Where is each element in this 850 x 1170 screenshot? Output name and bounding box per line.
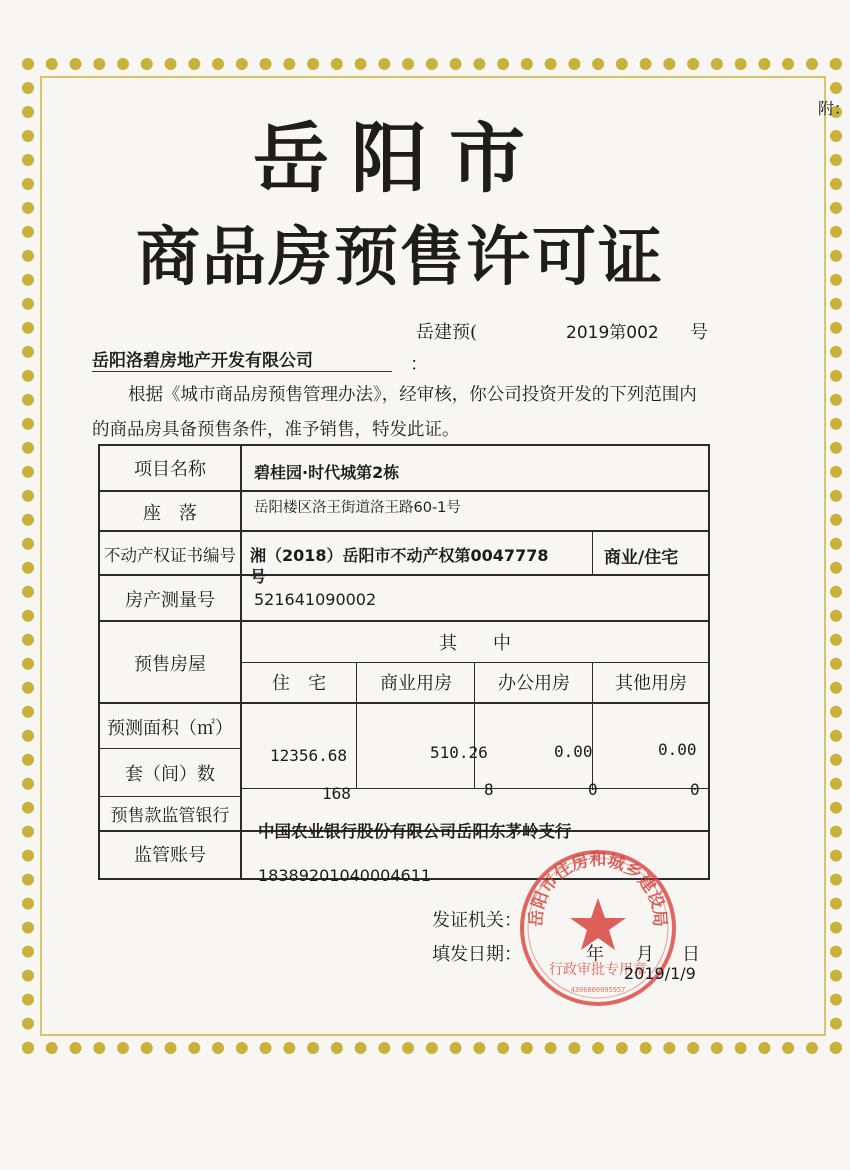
seal-top-text: 岳阳市住房和城乡建设局 [526, 850, 670, 928]
label-location: 座 落 [143, 503, 197, 524]
header-of-which: 其 中 [439, 633, 511, 654]
company-colon: ： [410, 354, 428, 375]
label-units: 套（间）数 [125, 764, 215, 785]
title-city: 岳阳市 [253, 114, 547, 203]
units-residential: 168 [322, 784, 351, 803]
area-commercial: 510.26 [430, 743, 488, 762]
label-account: 监管账号 [134, 845, 206, 866]
label-area: 预测面积（㎡） [107, 718, 233, 739]
year-label: 年 [586, 944, 604, 965]
approval-paragraph: 根据《城市商品房预售管理办法》，经审核，你公司投资开发的下列范围内的商品房具备预售条件，准予销售，特发此证。 [92, 385, 697, 440]
category-office: 办公用房 [498, 673, 570, 694]
area-office: 0.00 [554, 742, 593, 761]
category-other: 其他用房 [615, 673, 687, 694]
label-bank: 预售款监管银行 [110, 805, 230, 826]
category-residential: 住 宅 [272, 673, 326, 694]
label-project-name: 项目名称 [134, 459, 206, 480]
issuer-label: 发证机关： [432, 910, 522, 931]
area-residential: 12356.68 [270, 746, 348, 765]
account-value: 18389201040004611 [258, 866, 432, 885]
day-label: 日 [682, 944, 700, 965]
issue-date-label: 填发日期： [432, 944, 522, 965]
category-commercial: 商业用房 [380, 673, 452, 694]
survey-number-value: 521641090002 [254, 590, 377, 609]
units-office: 0 [588, 780, 598, 799]
seal-bottom-text: 行政审批专用章 [549, 962, 647, 978]
company-name: 岳阳洛碧房地产开发有限公司 [92, 346, 392, 372]
location-value: 岳阳楼区洛王街道洛王路60-1号 [254, 500, 461, 516]
seal-code: 4306000095957 [570, 986, 626, 994]
label-survey-number: 房产测量号 [125, 590, 215, 611]
usage-value: 商业/住宅 [604, 548, 679, 568]
doc-number-value: 2019第002 [566, 323, 659, 343]
title-certificate: 商品房预售许可证 [136, 221, 664, 295]
issue-date-value: 2019/1/9 [624, 964, 696, 983]
attachment-label: 附： [818, 99, 850, 118]
official-seal [516, 846, 680, 1010]
doc-number-suffix: 号 [690, 322, 708, 343]
bank-value: 中国农业银行股份有限公司岳阳东茅岭支行 [258, 822, 572, 841]
project-name-value: 碧桂园·时代城第2栋 [254, 463, 400, 482]
label-presale-houses: 预售房屋 [134, 654, 206, 675]
doc-number-label: 岳建预( [416, 322, 478, 343]
cert-number-value: 湘（2018）岳阳市不动产权第0047778 [250, 546, 549, 565]
units-other: 0 [690, 780, 700, 799]
units-commercial: 8 [484, 780, 494, 799]
label-cert-number: 不动产权证书编号 [104, 546, 236, 565]
month-label: 月 [636, 944, 654, 965]
area-other: 0.00 [658, 740, 697, 759]
cert-number-value-line2: 号 [250, 567, 267, 586]
